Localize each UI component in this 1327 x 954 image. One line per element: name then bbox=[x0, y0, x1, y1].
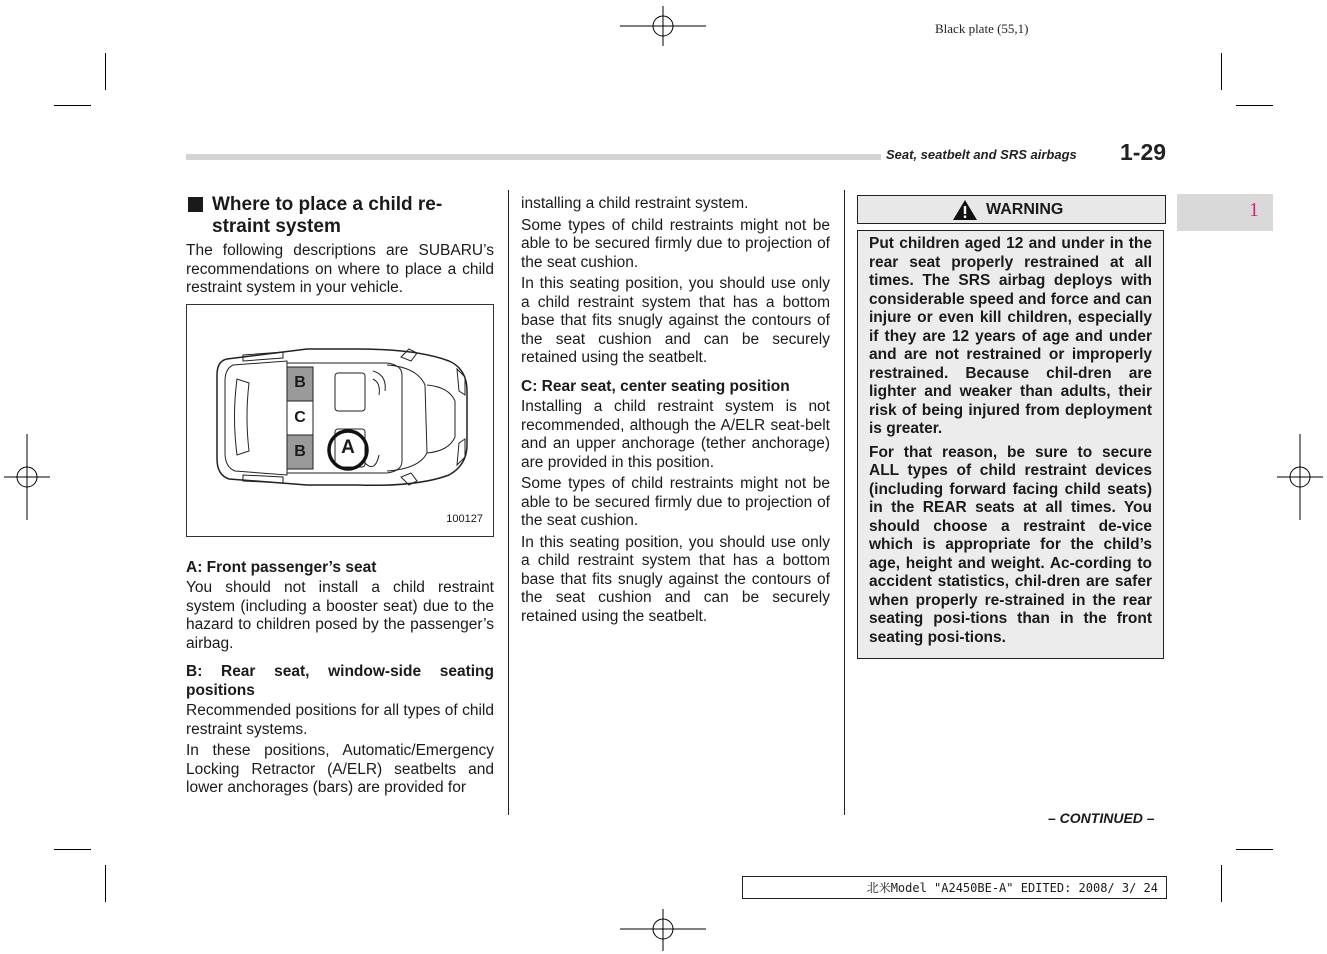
seat-label-b: B bbox=[294, 373, 306, 391]
paragraph: installing a child restraint system. bbox=[521, 195, 749, 212]
intro-paragraph: The following descriptions are SUBARU’s recommendations on where to place a child restraint system in your vehicle. bbox=[186, 242, 494, 296]
registration-mark-left bbox=[4, 434, 50, 520]
subheading-c: C: Rear seat, center seating position bbox=[521, 377, 790, 395]
paragraph: Recommended positions for all types of child restraint systems. bbox=[186, 702, 494, 738]
column-divider bbox=[508, 190, 509, 815]
crop-mark bbox=[54, 849, 91, 850]
crop-mark bbox=[105, 53, 106, 90]
middle-column bbox=[521, 195, 830, 629]
warning-title: WARNING bbox=[986, 201, 1064, 218]
crop-mark bbox=[1221, 865, 1222, 902]
subheading-b: B: Rear seat, window-side seating positions bbox=[186, 663, 494, 699]
chapter-number: 1 bbox=[1249, 199, 1259, 221]
left-column bbox=[186, 194, 494, 801]
warning-paragraph: Put children aged 12 and under in the rear seat properly restrained at all times. The SRS airbag deploys with considerable speed and force and can injure or even kill children, especially if they are 12 years of age and under and are not restrained or improperly restrained. Because chil-dren are lighter and weaker than adults, their risk of being injured from deployment is greater. bbox=[869, 235, 1152, 437]
warning-body bbox=[857, 230, 1164, 659]
seat-label-a: A bbox=[341, 436, 355, 458]
registration-mark-top bbox=[618, 6, 708, 46]
seating-diagram bbox=[186, 304, 494, 537]
chapter-tab bbox=[1177, 194, 1273, 231]
footer-edit-box bbox=[742, 876, 1167, 899]
paragraph: In these positions, Automatic/Emergency Locking Retractor (A/ELR) seatbelts and lower anchorages (bars) are provided for bbox=[186, 742, 494, 796]
seat-label-b: B bbox=[294, 442, 306, 460]
car-top-view-icon bbox=[187, 305, 493, 536]
paragraph: In this seating position, you should use only a child restraint system that has a bottom base that fits snugly against the contours of the seat cushion and can be securely retained using the seatbelt. bbox=[521, 275, 830, 366]
footer-text: 北米Model "A2450BE-A" EDITED: 2008/ 3/ 24 bbox=[866, 881, 1158, 895]
square-bullet-icon bbox=[188, 197, 203, 212]
column-divider bbox=[844, 190, 845, 815]
paragraph: You should not install a child restraint system (including a booster seat) due to the hazard to children posed by the passenger’s airbag. bbox=[186, 579, 494, 652]
registration-mark-bottom bbox=[618, 909, 708, 951]
header-bar bbox=[186, 154, 881, 160]
crop-mark bbox=[1221, 53, 1222, 90]
crop-mark bbox=[1236, 849, 1273, 850]
warning-triangle-icon bbox=[952, 199, 978, 221]
crop-mark bbox=[54, 105, 91, 106]
crop-mark bbox=[1236, 105, 1273, 106]
paragraph: Some types of child restraints might not be able to be secured firmly due to projection of the seat cushion. bbox=[521, 475, 830, 529]
registration-mark-right bbox=[1277, 434, 1323, 520]
seat-label-c: C bbox=[294, 408, 306, 426]
warning-header bbox=[857, 195, 1166, 224]
plate-label: Black plate (55,1) bbox=[935, 21, 1029, 36]
paragraph: Installing a child restraint system is not recommended, although the A/ELR seat-belt and an upper anchorage (tether anchorage) are provided in this position. bbox=[521, 398, 830, 471]
subheading-a: A: Front passenger’s seat bbox=[186, 558, 377, 576]
crop-mark bbox=[105, 865, 106, 902]
figure-code: 100127 bbox=[446, 513, 483, 525]
page-number: 1-29 bbox=[1120, 139, 1167, 165]
warning-paragraph: For that reason, be sure to secure ALL types of child restraint devices (including forward facing child seats) in the REAR seats at all times. You should choose a restraint de-vice which is appropriate for the child’s age, height and weight. Ac-cording to accident statistics, chil-dren are safer when properly re-strained in the rear seating posi-tions than in the front seating posi-tions. bbox=[869, 443, 1152, 646]
paragraph: In this seating position, you should use only a child restraint system that has a bottom base that fits snugly against the contours of the seat cushion and can be securely retained using the seatbelt. bbox=[521, 533, 830, 625]
section-title: Seat, seatbelt and SRS airbags bbox=[886, 147, 1077, 162]
paragraph: Some types of child restraints might not be able to be secured firmly due to projection of the seat cushion. bbox=[521, 216, 830, 271]
continued-label: – CONTINUED – bbox=[1048, 810, 1155, 826]
section-heading: Where to place a child re-straint system bbox=[186, 194, 494, 238]
